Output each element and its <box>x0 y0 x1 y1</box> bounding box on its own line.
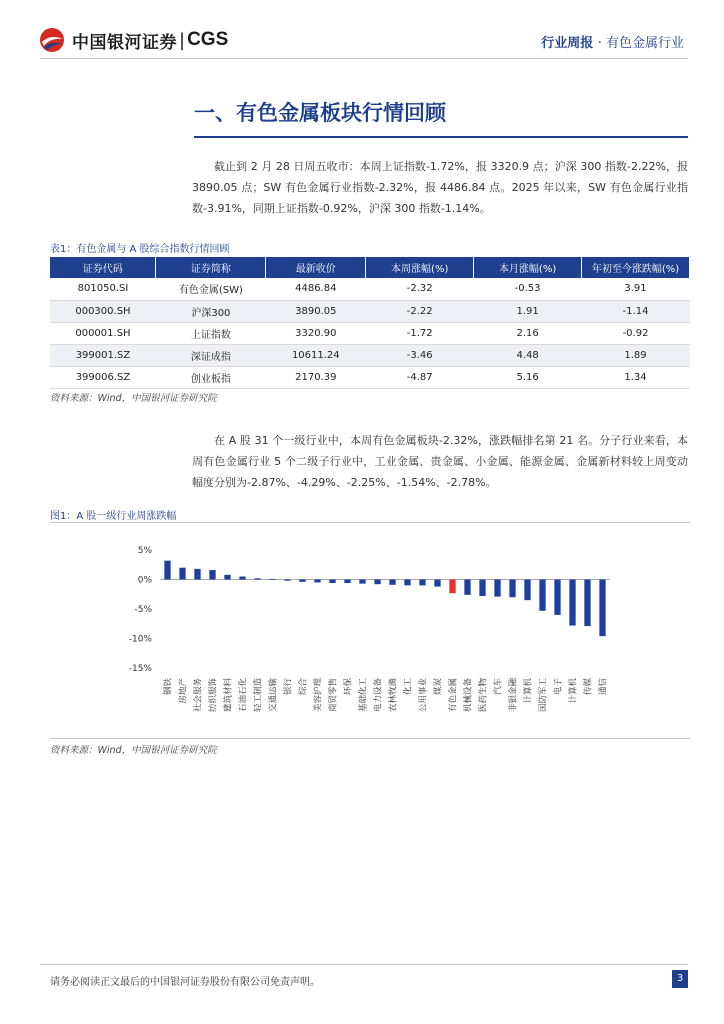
section-title: 一、有色金属板块行情回顾 <box>194 101 446 125</box>
x-category-label: 建筑材料 <box>223 678 234 713</box>
chart-bar <box>164 561 170 580</box>
footer-disclaimer: 请务必阅读正文最后的中国银河证券股份有限公司免责声明。 <box>50 977 320 988</box>
table-cell: 2.16 <box>474 322 582 344</box>
table-header-cell: 最新收价 <box>266 257 366 278</box>
chart-bar <box>554 580 560 615</box>
chart-source-rule <box>50 738 690 739</box>
y-tick-label: -10% <box>128 634 152 645</box>
x-category-label: 基础化工 <box>358 678 369 713</box>
chart-bar <box>284 580 290 581</box>
x-category-label: 农林牧渔 <box>388 678 399 713</box>
table-cell: 10611.24 <box>266 344 366 366</box>
x-category-label: 汽车 <box>493 678 504 696</box>
x-category-label: 美容护理 <box>313 678 324 713</box>
chart-bar <box>179 568 185 580</box>
chart-bar <box>374 580 380 585</box>
table-header-cell: 本月涨幅(%) <box>474 257 582 278</box>
chart-source: 资料来源：Wind，中国银河证券研究院 <box>50 745 217 756</box>
table-cell: 399001.SZ <box>50 344 156 366</box>
table-cell: 4486.84 <box>266 278 366 300</box>
x-category-label: 有色金属 <box>448 678 459 713</box>
chart-bar <box>329 580 335 584</box>
table-caption: 表1：有色金属与 A 股综合指数行情回顾 <box>50 244 230 255</box>
chart-bar <box>509 580 515 598</box>
chart-bar <box>389 580 395 585</box>
chart-bar <box>449 580 455 594</box>
table-row <box>50 366 690 388</box>
x-category-label: 房地产 <box>178 678 189 704</box>
market-review-paragraph: 截止到 2 月 28 日周五收市：本周上证指数-1.72%，报 3320.9 点；沪深 300 指数-2.22%，报 3890.05 点；SW 有色金属行业指数-2.32%，报 4486.84 点。2025 年以来，SW 有色金属行业指数-3.91%，同期上证指数-0.92%，沪深 300 指数-1.14%。 <box>192 160 688 215</box>
chart-bar <box>434 580 440 587</box>
industry-weekly-change-chart <box>50 528 690 738</box>
chart-bar <box>359 580 365 584</box>
table-cell: -4.87 <box>366 366 474 388</box>
table-row <box>50 278 690 300</box>
x-category-label: 轻工制造 <box>253 678 264 713</box>
table-cell: -3.46 <box>366 344 474 366</box>
page-number: 3 <box>672 970 688 988</box>
y-tick-label: -5% <box>134 605 152 615</box>
table-cell: 399006.SZ <box>50 366 156 388</box>
table-cell: 2170.39 <box>266 366 366 388</box>
table-row <box>50 322 690 344</box>
chart-bar <box>254 578 260 579</box>
table-cell: 有色金属(SW) <box>156 278 266 300</box>
x-category-label: 综合 <box>298 678 309 696</box>
chart-bar <box>569 580 575 626</box>
table-header-cell: 年初至今涨跌幅(%) <box>582 257 690 278</box>
x-category-label: 非银金融 <box>508 678 519 713</box>
table-cell: 5.16 <box>474 366 582 388</box>
chart-bar <box>524 580 530 601</box>
x-category-label: 纺织服饰 <box>208 678 219 713</box>
chart-caption: 图1：A 股一级行业周涨跌幅 <box>50 511 177 522</box>
y-tick-label: -15% <box>128 664 152 674</box>
table-cell: 1.89 <box>582 344 690 366</box>
x-category-label: 电子 <box>553 678 564 696</box>
table-cell: -0.92 <box>582 322 690 344</box>
x-category-label: 电力设备 <box>373 678 384 713</box>
chart-bar <box>194 569 200 580</box>
table-cell: -1.72 <box>366 322 474 344</box>
x-category-label: 石油石化 <box>238 678 249 713</box>
report-category <box>541 32 684 51</box>
x-category-label: 公用事业 <box>418 678 429 713</box>
x-category-label: 通信 <box>598 678 609 696</box>
page-header <box>0 0 724 60</box>
table-cell: 1.91 <box>474 300 582 322</box>
table-cell: 3890.05 <box>266 300 366 322</box>
table-cell: 000001.SH <box>50 322 156 344</box>
chart-bar <box>314 580 320 583</box>
table-cell: 4.48 <box>474 344 582 366</box>
x-category-label: 交通运输 <box>268 678 279 713</box>
logo-mark-icon <box>38 26 66 54</box>
x-category-label: 社会服务 <box>193 678 204 713</box>
chart-bar <box>494 580 500 597</box>
chart-bar <box>404 580 410 586</box>
chart-caption-rule <box>50 522 690 523</box>
x-category-label: 化工 <box>403 678 414 696</box>
x-category-label: 银行 <box>283 678 294 696</box>
table-cell: -1.14 <box>582 300 690 322</box>
report-type: 行业周报 <box>541 36 594 51</box>
table-cell: -0.53 <box>474 278 582 300</box>
table-cell: 1.34 <box>582 366 690 388</box>
y-tick-label: 5% <box>137 546 152 556</box>
header-divider <box>40 58 688 59</box>
x-category-label: 钢铁 <box>163 678 174 696</box>
index-review-table <box>50 257 690 389</box>
chart-bar <box>224 575 230 580</box>
table-cell: -2.22 <box>366 300 474 322</box>
x-category-label: 传媒 <box>583 678 594 696</box>
x-category-label: 环保 <box>343 678 354 696</box>
logo-separator: | <box>179 29 186 51</box>
table-cell: 3.91 <box>582 278 690 300</box>
table-header-row <box>50 257 690 278</box>
x-category-label: 机械设备 <box>463 678 474 713</box>
chart-bar <box>239 577 245 580</box>
chart-bar <box>269 579 275 580</box>
table-cell: 深证成指 <box>156 344 266 366</box>
company-logo <box>38 26 228 54</box>
table-cell: 000300.SH <box>50 300 156 322</box>
chart-bar <box>209 570 215 579</box>
x-category-label: 国防军工 <box>538 678 549 713</box>
chart-bar <box>464 580 470 595</box>
y-tick-label: 0% <box>137 575 152 586</box>
logo-text-en: CGS <box>187 29 229 50</box>
chart-bar <box>584 580 590 627</box>
footer-divider <box>40 964 688 965</box>
report-industry: · 有色金属行业 <box>597 36 684 51</box>
x-category-label: 商贸零售 <box>328 678 339 713</box>
table-row <box>50 344 690 366</box>
table-cell: 沪深300 <box>156 300 266 322</box>
table-cell: 上证指数 <box>156 322 266 344</box>
industry-ranking-paragraph: 在 A 股 31 个一级行业中，本周有色金属板块-2.32%，涨跌幅排名第 21 名。分子行业来看，本周有色金属行业 5 个二级子行业中，工业金属、贵金属、小金属、能源金属、金属新材料较上周变动幅度分别为-2.87%、-4.29%、-2.25%、-1.54%、-2.78%。 <box>192 434 688 489</box>
table-header-cell: 本周涨幅(%) <box>366 257 474 278</box>
x-category-label: 计算机 <box>523 678 534 704</box>
x-category-label: 煤炭 <box>433 678 444 696</box>
table-cell: -2.32 <box>366 278 474 300</box>
chart-bar <box>299 580 305 582</box>
x-category-label: 计算机 <box>568 678 579 704</box>
x-category-label: 医药生物 <box>478 678 489 713</box>
section-title-rule <box>194 136 688 138</box>
chart-bar <box>344 580 350 584</box>
chart-bar <box>419 580 425 586</box>
chart-bar <box>539 580 545 611</box>
table-header-cell: 证券代码 <box>50 257 156 278</box>
chart-bar <box>479 580 485 597</box>
table-source: 资料来源：Wind，中国银河证券研究院 <box>50 393 217 404</box>
logo-text-cn: 中国银河证券 <box>72 32 177 53</box>
table-row <box>50 300 690 322</box>
table-cell: 801050.SI <box>50 278 156 300</box>
table-cell: 创业板指 <box>156 366 266 388</box>
chart-bar <box>599 580 605 637</box>
table-header-cell: 证券简称 <box>156 257 266 278</box>
table-cell: 3320.90 <box>266 322 366 344</box>
